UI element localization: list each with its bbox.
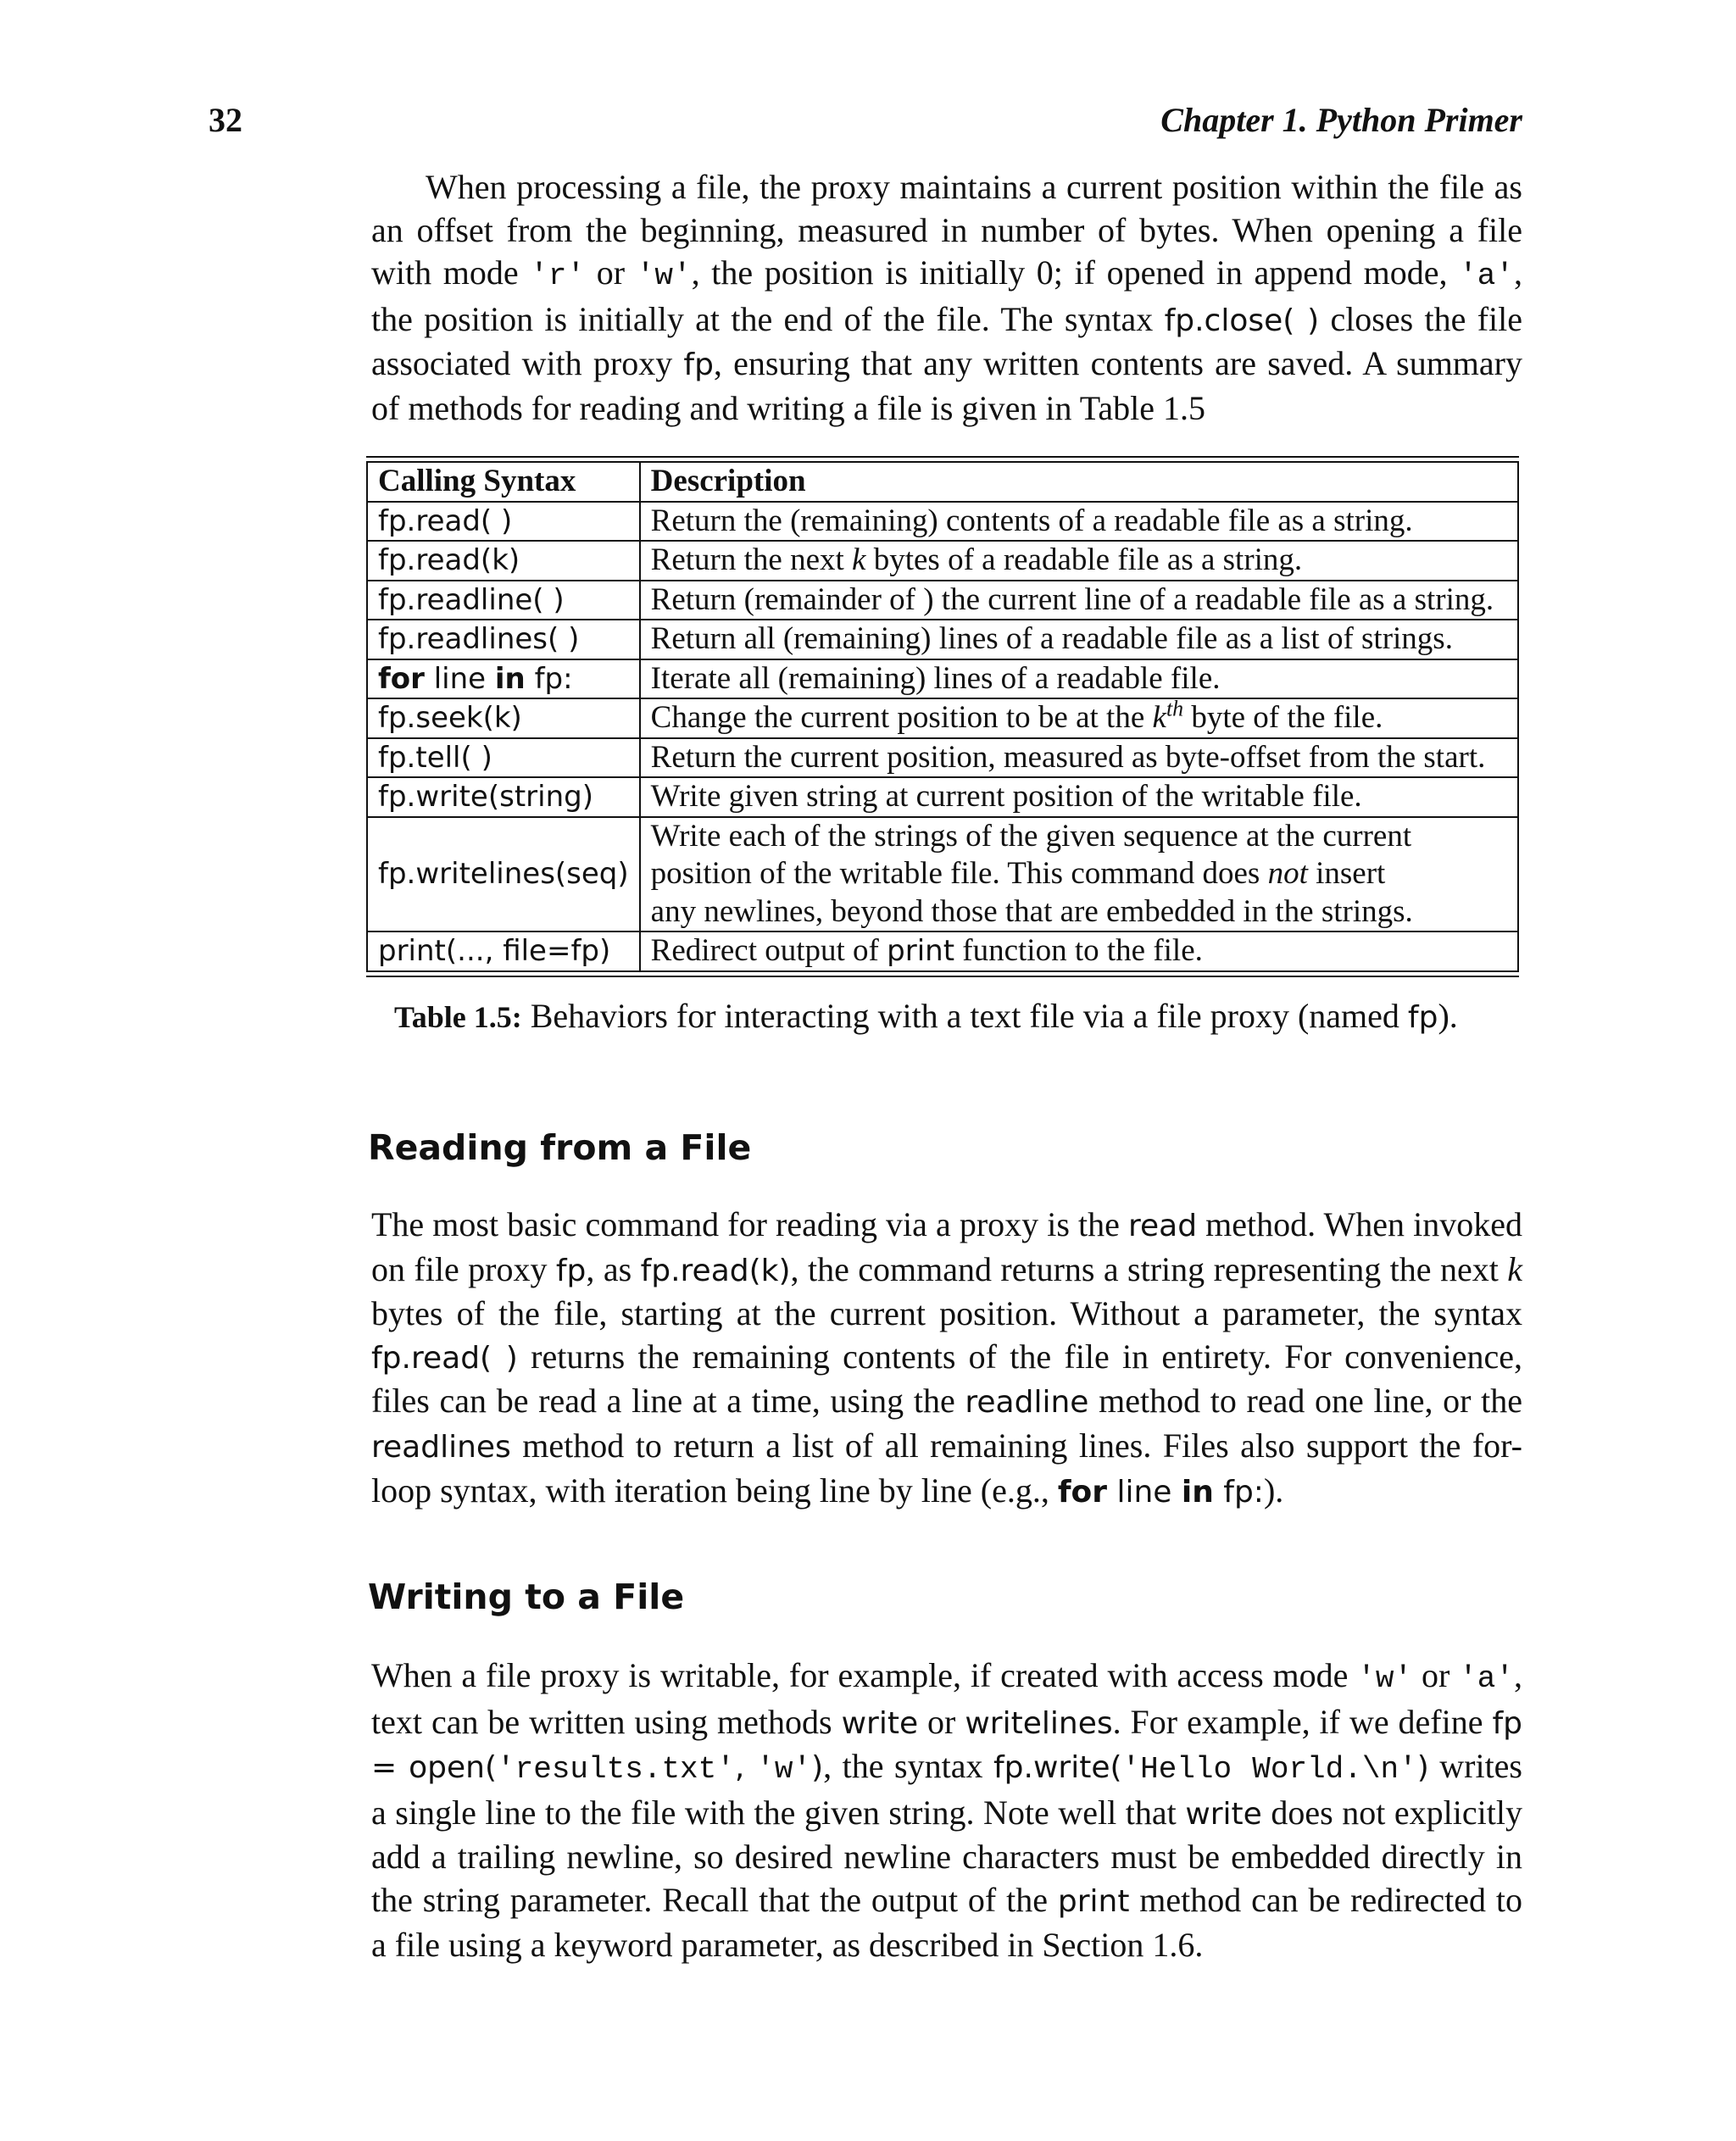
description-cell: Return the current position, measured as byte-offset from the start. [640,738,1518,778]
description-cell: Return all (remaining) lines of a readable file as a list of strings. [640,620,1518,659]
description-cell: Redirect output of print function to the file. [640,931,1518,971]
table-row [367,541,1518,581]
syntax-cell: for line in fp: [367,659,640,699]
reading-paragraph: The most basic command for reading via a proxy is the read method. When invoked on file proxy fp, as fp.read(k), the command returns a string representing the next k bytes of the file, starting at the current position. Without a parameter, the syntax fp.read( ) returns the remaining contents of the file in entirety. For convenience, files can be read a line at a time, using the readline method to read one line, or the readlines method to return a list of all remaining lines. Files also support the for-loop syntax, with iteration being line by line (e.g., for line in fp:). [371,1205,1523,1510]
syntax-cell: fp.seek(k) [367,698,640,738]
syntax-cell: print(..., file=fp) [367,931,640,971]
section-heading-writing: Writing to a File [368,1577,685,1617]
table-row [367,581,1518,620]
description-cell: Return the next k bytes of a readable file as a string. [640,541,1518,581]
description-cell: Return (remainder of ) the current line of a readable file as a string. [640,581,1518,620]
table-header-row [367,462,1518,502]
description-cell: Write given string at current position of the writable file. [640,777,1518,817]
methods-table [366,456,1519,977]
syntax-cell: fp.writelines(seq) [367,817,640,932]
table-row [367,659,1518,699]
table-row [367,698,1518,738]
description-cell: Write each of the strings of the given sequence at the current position of the writable file. This command does not insert any newlines, beyond those that are embedded in the strings. [640,817,1518,932]
syntax-cell: fp.tell( ) [367,738,640,778]
table-row [367,502,1518,542]
syntax-cell: fp.write(string) [367,777,640,817]
table-row [367,817,1518,932]
description-cell: Iterate all (remaining) lines of a readable file. [640,659,1518,699]
running-header: Chapter 1. Python Primer [1160,101,1522,139]
syntax-cell: fp.readlines( ) [367,620,640,659]
table-row [367,620,1518,659]
table-row [367,738,1518,778]
intro-paragraph: When processing a file, the proxy maintains a current position within the file as an offset from the beginning, measured in number of bytes. When opening a file with mode 'r' or 'w', the position is initially 0; if opened in append mode, 'a', the position is initially at the end of the file. The syntax fp.close( ) closes the file associated with proxy fp, ensuring that any written contents are saved. A summary of methods for reading and writing a file is given in Table 1.5 [371,168,1523,427]
description-cell: Change the current position to be at the $k^{th}$ byte of the file. [640,698,1518,738]
description-cell: Return the (remaining) contents of a readable file as a string. [640,502,1518,542]
section-heading-reading: Reading from a File [368,1127,752,1168]
syntax-cell: fp.readline( ) [367,581,640,620]
writing-paragraph: When a file proxy is writable, for example, if created with access mode 'w' or 'a', text can be written using methods write or writelines. For example, if we define fp = open('results.txt', 'w'), the syntax fp.write('Hello World.\n') writes a single line to the file with the given string. Note well that write does not explicitly add a trailing newline, so desired newline characters must be embedded directly in the string parameter. Recall that the output of the print method can be redirected to a file using a keyword parameter, as described in Section 1.6. [371,1656,1522,1964]
table-caption: Table 1.5: Behaviors for interacting with a text file via a file proxy (named fp). [394,997,1458,1035]
syntax-cell: fp.read( ) [367,502,640,542]
header-calling-syntax: Calling Syntax [367,462,640,502]
header-description: Description [640,462,1518,502]
table-row [367,777,1518,817]
syntax-cell: fp.read(k) [367,541,640,581]
page-number: 32 [209,101,242,139]
table-row [367,931,1518,971]
